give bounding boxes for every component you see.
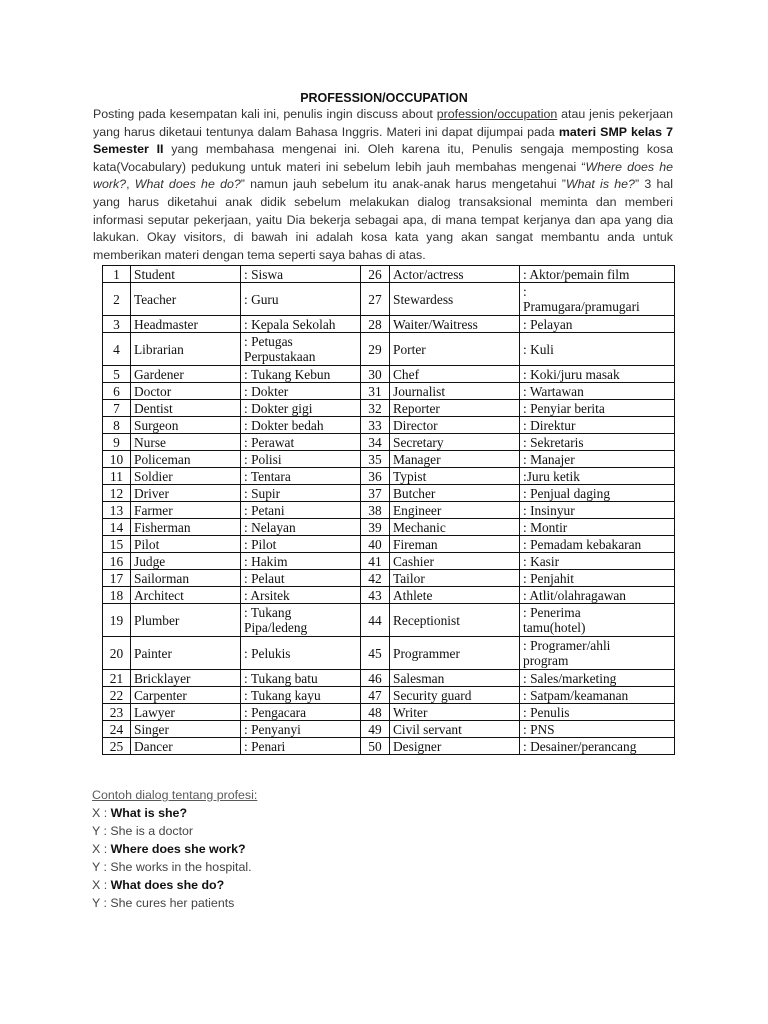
dialog-text: What is she? xyxy=(110,806,188,820)
intro-text: Posting pada kesempatan kali ini, penulis ingin discuss about xyxy=(93,107,437,121)
profession-indonesian: : Desainer/perancang xyxy=(520,738,675,755)
table-row xyxy=(103,451,675,468)
row-number: 20 xyxy=(103,637,131,670)
table-row xyxy=(103,553,675,570)
table-row xyxy=(103,383,675,400)
profession-english: Lawyer xyxy=(131,704,241,721)
profession-english: Dancer xyxy=(131,738,241,755)
row-number: 23 xyxy=(103,704,131,721)
profession-english: Journalist xyxy=(390,383,520,400)
profession-english: Architect xyxy=(131,587,241,604)
row-number: 1 xyxy=(103,266,131,283)
dialog-lines xyxy=(92,804,692,912)
table-row xyxy=(103,604,675,637)
profession-english: Doctor xyxy=(131,383,241,400)
profession-indonesian: : Insinyur xyxy=(520,502,675,519)
profession-english: Athlete xyxy=(390,587,520,604)
dialog-line xyxy=(92,822,692,840)
profession-indonesian: : Guru xyxy=(241,283,361,316)
profession-english: Pilot xyxy=(131,536,241,553)
profession-english: Librarian xyxy=(131,333,241,366)
profession-english: Farmer xyxy=(131,502,241,519)
profession-english: Student xyxy=(131,266,241,283)
table-row xyxy=(103,417,675,434)
row-number: 5 xyxy=(103,366,131,383)
row-number: 46 xyxy=(361,670,390,687)
profession-indonesian: : Perawat xyxy=(241,434,361,451)
dialog-line xyxy=(92,804,692,822)
profession-indonesian: : Direktur xyxy=(520,417,675,434)
table-row xyxy=(103,721,675,738)
table-row xyxy=(103,468,675,485)
row-number: 21 xyxy=(103,670,131,687)
row-number: 4 xyxy=(103,333,131,366)
profession-english: Singer xyxy=(131,721,241,738)
profession-indonesian: : Supir xyxy=(241,485,361,502)
profession-indonesian: : Pemadam kebakaran xyxy=(520,536,675,553)
profession-english: Nurse xyxy=(131,434,241,451)
intro-text: , xyxy=(126,177,135,192)
row-number: 7 xyxy=(103,400,131,417)
dialog-line xyxy=(92,894,692,912)
profession-indonesian: : Kasir xyxy=(520,553,675,570)
row-number: 2 xyxy=(103,283,131,316)
profession-indonesian: : Atlit/olahragawan xyxy=(520,587,675,604)
row-number: 26 xyxy=(361,266,390,283)
intro-text: ” namun jauh sebelum itu anak-anak harus mengetahui ” xyxy=(240,177,566,192)
intro-text: yang membahasa mengenai ini. Oleh karena itu, Penulis sengaja memposting kosa kata(Vocabulary) pedukung untuk materi ini sebelum lebih jauh membahas mengenai “ xyxy=(93,142,673,174)
profession-indonesian: : Hakim xyxy=(241,553,361,570)
row-number: 29 xyxy=(361,333,390,366)
row-number: 47 xyxy=(361,687,390,704)
profession-english: Butcher xyxy=(390,485,520,502)
profession-english: Civil servant xyxy=(390,721,520,738)
profession-indonesian: : Arsitek xyxy=(241,587,361,604)
table-row xyxy=(103,570,675,587)
profession-indonesian: : Kuli xyxy=(520,333,675,366)
profession-english: Engineer xyxy=(390,502,520,519)
table-row xyxy=(103,670,675,687)
profession-english: Dentist xyxy=(131,400,241,417)
profession-indonesian: : Wartawan xyxy=(520,383,675,400)
profession-indonesian: : Tukang kayu xyxy=(241,687,361,704)
dialog-line xyxy=(92,876,692,894)
row-number: 16 xyxy=(103,553,131,570)
row-number: 24 xyxy=(103,721,131,738)
intro-italic-text: Where does he work? xyxy=(93,159,673,192)
profession-english: Carpenter xyxy=(131,687,241,704)
row-number: 6 xyxy=(103,383,131,400)
row-number: 14 xyxy=(103,519,131,536)
intro-bold-text: materi SMP kelas 7 Semester II xyxy=(93,124,674,157)
profession-indonesian: : Sales/marketing xyxy=(520,670,675,687)
row-number: 37 xyxy=(361,485,390,502)
profession-english: Director xyxy=(390,417,520,434)
profession-english: Headmaster xyxy=(131,316,241,333)
table-row xyxy=(103,283,675,316)
row-number: 19 xyxy=(103,604,131,637)
table-row xyxy=(103,485,675,502)
profession-english: Painter xyxy=(131,637,241,670)
profession-indonesian: : Penulis xyxy=(520,704,675,721)
table-row xyxy=(103,704,675,721)
profession-english: Stewardess xyxy=(390,283,520,316)
dialog-line xyxy=(92,840,692,858)
profession-english: Typist xyxy=(390,468,520,485)
dialog-speaker: X : xyxy=(92,878,111,892)
dialog-text: What does she do? xyxy=(110,878,225,892)
dialog-speaker: X : xyxy=(92,842,111,856)
row-number: 12 xyxy=(103,485,131,502)
profession-table-body xyxy=(103,266,675,755)
profession-indonesian: : Penyiar berita xyxy=(520,400,675,417)
table-row xyxy=(103,536,675,553)
profession-english: Fireman xyxy=(390,536,520,553)
profession-indonesian: : Polisi xyxy=(241,451,361,468)
row-number: 36 xyxy=(361,468,390,485)
table-row xyxy=(103,266,675,283)
row-number: 18 xyxy=(103,587,131,604)
profession-english: Cashier xyxy=(390,553,520,570)
profession-indonesian: : Koki/juru masak xyxy=(520,366,675,383)
intro-link[interactable]: profession/occupation xyxy=(436,107,558,121)
intro-text: atau jenis pekerjaan yang harus diketaui tentunya dalam Bahasa Inggris. Materi ini dapat dijumpai pada xyxy=(93,107,673,139)
dialog-section xyxy=(92,786,692,912)
profession-english: Designer xyxy=(390,738,520,755)
profession-indonesian: : Pelayan xyxy=(520,316,675,333)
profession-indonesian: : Dokter gigi xyxy=(241,400,361,417)
row-number: 39 xyxy=(361,519,390,536)
dialog-speaker: Y : xyxy=(92,860,111,874)
row-number: 22 xyxy=(103,687,131,704)
profession-english: Fisherman xyxy=(131,519,241,536)
dialog-line xyxy=(92,858,692,876)
intro-paragraph xyxy=(93,106,673,264)
dialog-text: She is a doctor xyxy=(110,824,194,838)
table-row xyxy=(103,434,675,451)
table-row xyxy=(103,519,675,536)
intro-italic-text: What is he? xyxy=(565,177,635,192)
dialog-text: She works in the hospital. xyxy=(110,860,252,874)
row-number: 45 xyxy=(361,637,390,670)
profession-indonesian: : Pramugara/pramugari xyxy=(520,283,675,316)
profession-english: Reporter xyxy=(390,400,520,417)
row-number: 41 xyxy=(361,553,390,570)
profession-indonesian: : Kepala Sekolah xyxy=(241,316,361,333)
dialog-speaker: Y : xyxy=(92,824,111,838)
profession-english: Gardener xyxy=(131,366,241,383)
profession-english: Driver xyxy=(131,485,241,502)
profession-indonesian: : Penjual daging xyxy=(520,485,675,502)
row-number: 27 xyxy=(361,283,390,316)
table-row xyxy=(103,738,675,755)
document-title: PROFESSION/OCCUPATION xyxy=(300,91,468,105)
profession-indonesian: : Aktor/pemain film xyxy=(520,266,675,283)
row-number: 15 xyxy=(103,536,131,553)
profession-indonesian: : Penari xyxy=(241,738,361,755)
profession-english: Chef xyxy=(390,366,520,383)
row-number: 28 xyxy=(361,316,390,333)
profession-english: Policeman xyxy=(131,451,241,468)
profession-english: Surgeon xyxy=(131,417,241,434)
profession-english: Writer xyxy=(390,704,520,721)
profession-english: Programmer xyxy=(390,637,520,670)
row-number: 30 xyxy=(361,366,390,383)
profession-indonesian: : PNS xyxy=(520,721,675,738)
profession-english: Porter xyxy=(390,333,520,366)
row-number: 38 xyxy=(361,502,390,519)
table-row xyxy=(103,587,675,604)
profession-english: Waiter/Waitress xyxy=(390,316,520,333)
profession-indonesian: : Tukang Kebun xyxy=(241,366,361,383)
row-number: 49 xyxy=(361,721,390,738)
table-row xyxy=(103,400,675,417)
profession-indonesian: :Juru ketik xyxy=(520,468,675,485)
profession-english: Actor/actress xyxy=(390,266,520,283)
profession-indonesian: : Dokter bedah xyxy=(241,417,361,434)
dialog-heading: Contoh dialog tentang profesi: xyxy=(92,788,258,802)
row-number: 32 xyxy=(361,400,390,417)
intro-text: ” 3 hal yang harus diketahui anak didik sebelum melakukan dialog transaksional meminta dan memberi informasi seputar pekerjaan, yaitu Dia bekerja sebagai apa, di mana tempat kerjanya dan apa yang dia lakukan. Okay visitors, di bawah ini adalah kosa kata yang akan sangat membantu anda untuk memberikan materi dengan tema seperti saya bahas di atas. xyxy=(93,177,673,262)
profession-indonesian: : Pelaut xyxy=(241,570,361,587)
profession-indonesian: : Manajer xyxy=(520,451,675,468)
row-number: 35 xyxy=(361,451,390,468)
row-number: 34 xyxy=(361,434,390,451)
profession-english: Teacher xyxy=(131,283,241,316)
table-row xyxy=(103,366,675,383)
profession-indonesian: : Pengacara xyxy=(241,704,361,721)
profession-indonesian: : Montir xyxy=(520,519,675,536)
profession-table xyxy=(102,265,675,755)
table-row xyxy=(103,687,675,704)
dialog-speaker: X : xyxy=(92,806,111,820)
profession-english: Bricklayer xyxy=(131,670,241,687)
row-number: 13 xyxy=(103,502,131,519)
profession-english: Receptionist xyxy=(390,604,520,637)
row-number: 8 xyxy=(103,417,131,434)
profession-indonesian: : Tukang batu xyxy=(241,670,361,687)
profession-indonesian: : Satpam/keamanan xyxy=(520,687,675,704)
profession-english: Soldier xyxy=(131,468,241,485)
profession-indonesian: : Petugas Perpustakaan xyxy=(241,333,361,366)
table-row xyxy=(103,333,675,366)
profession-indonesian: : Pilot xyxy=(241,536,361,553)
profession-indonesian: : Tukang Pipa/ledeng xyxy=(241,604,361,637)
row-number: 25 xyxy=(103,738,131,755)
profession-english: Secretary xyxy=(390,434,520,451)
row-number: 9 xyxy=(103,434,131,451)
profession-indonesian: : Penerima tamu(hotel) xyxy=(520,604,675,637)
dialog-text: She cures her patients xyxy=(110,896,235,910)
profession-indonesian: : Penjahit xyxy=(520,570,675,587)
row-number: 50 xyxy=(361,738,390,755)
table-row xyxy=(103,637,675,670)
row-number: 31 xyxy=(361,383,390,400)
row-number: 3 xyxy=(103,316,131,333)
row-number: 11 xyxy=(103,468,131,485)
profession-indonesian: : Tentara xyxy=(241,468,361,485)
profession-english: Tailor xyxy=(390,570,520,587)
profession-english: Plumber xyxy=(131,604,241,637)
profession-english: Security guard xyxy=(390,687,520,704)
dialog-speaker: Y : xyxy=(92,896,111,910)
row-number: 43 xyxy=(361,587,390,604)
intro-italic-text: What does he do? xyxy=(134,177,241,192)
profession-indonesian: : Pelukis xyxy=(241,637,361,670)
profession-indonesian: : Sekretaris xyxy=(520,434,675,451)
profession-english: Mechanic xyxy=(390,519,520,536)
profession-english: Judge xyxy=(131,553,241,570)
row-number: 40 xyxy=(361,536,390,553)
row-number: 17 xyxy=(103,570,131,587)
row-number: 44 xyxy=(361,604,390,637)
profession-indonesian: : Dokter xyxy=(241,383,361,400)
row-number: 48 xyxy=(361,704,390,721)
profession-english: Manager xyxy=(390,451,520,468)
row-number: 42 xyxy=(361,570,390,587)
dialog-text: Where does she work? xyxy=(110,842,246,856)
profession-indonesian: : Siswa xyxy=(241,266,361,283)
profession-english: Sailorman xyxy=(131,570,241,587)
table-row xyxy=(103,502,675,519)
profession-indonesian: : Programer/ahli program xyxy=(520,637,675,670)
profession-indonesian: : Petani xyxy=(241,502,361,519)
profession-indonesian: : Nelayan xyxy=(241,519,361,536)
row-number: 10 xyxy=(103,451,131,468)
row-number: 33 xyxy=(361,417,390,434)
table-row xyxy=(103,316,675,333)
profession-indonesian: : Penyanyi xyxy=(241,721,361,738)
profession-english: Salesman xyxy=(390,670,520,687)
